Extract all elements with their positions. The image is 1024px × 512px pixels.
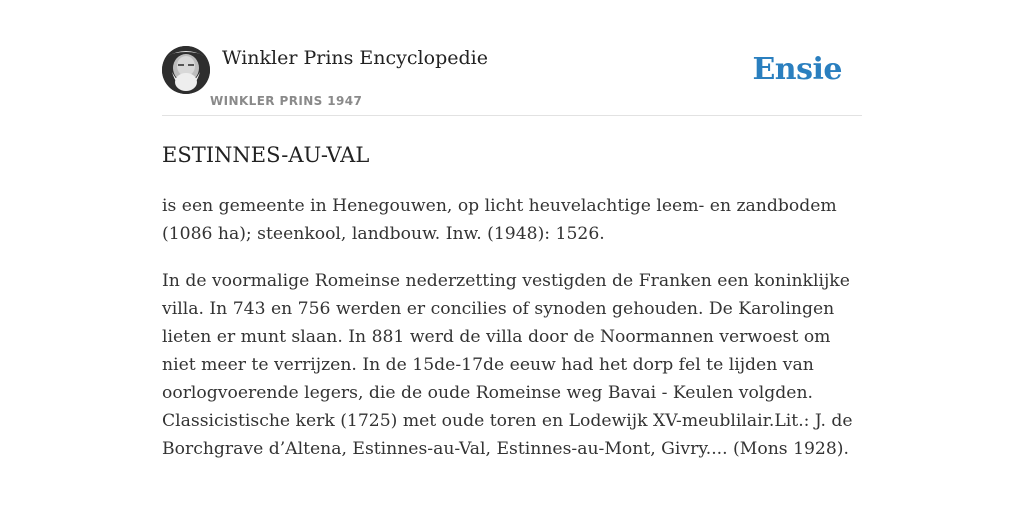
- site-title[interactable]: Winkler Prins Encyclopedie: [222, 47, 488, 69]
- site-subtitle[interactable]: WINKLER PRINS 1947: [210, 94, 363, 108]
- article-body: [162, 192, 862, 482]
- bearded-man-portrait-icon: [162, 46, 210, 94]
- article-title: ESTINNES-AU-VAL: [162, 143, 370, 167]
- header: [162, 46, 862, 116]
- avatar[interactable]: [162, 46, 210, 94]
- article-paragraph: is een gemeente in Henegouwen, op licht heuvelachtige leem- en zandbodem (1086 ha); steenkool, landbouw. Inw. (1948): 1526.: [162, 196, 837, 244]
- brand-logo[interactable]: Ensie: [752, 52, 842, 87]
- article-paragraph: In de voormalige Romeinse nederzetting vestigden de Franken een koninklijke villa. In 743 en 756 werden er concilies of synoden gehouden. De Karolingen lieten er munt slaan. In 881 werd de villa door de Noormannen verwoest om niet meer te verrijzen. In de 15de-17de eeuw had het dorp fel te lijden van oorlogvoerende legers, die de oude Romeinse weg Bavai - Keulen volgden. Classicistische kerk (1725) met oude toren en Lodewijk XV-meublilair.Lit.: J. de Borchgrave d’Altena, Estinnes-au-Val, Estinnes-au-Mont, Givry.... (Mons 1928).: [162, 271, 853, 459]
- header-divider: [162, 115, 862, 116]
